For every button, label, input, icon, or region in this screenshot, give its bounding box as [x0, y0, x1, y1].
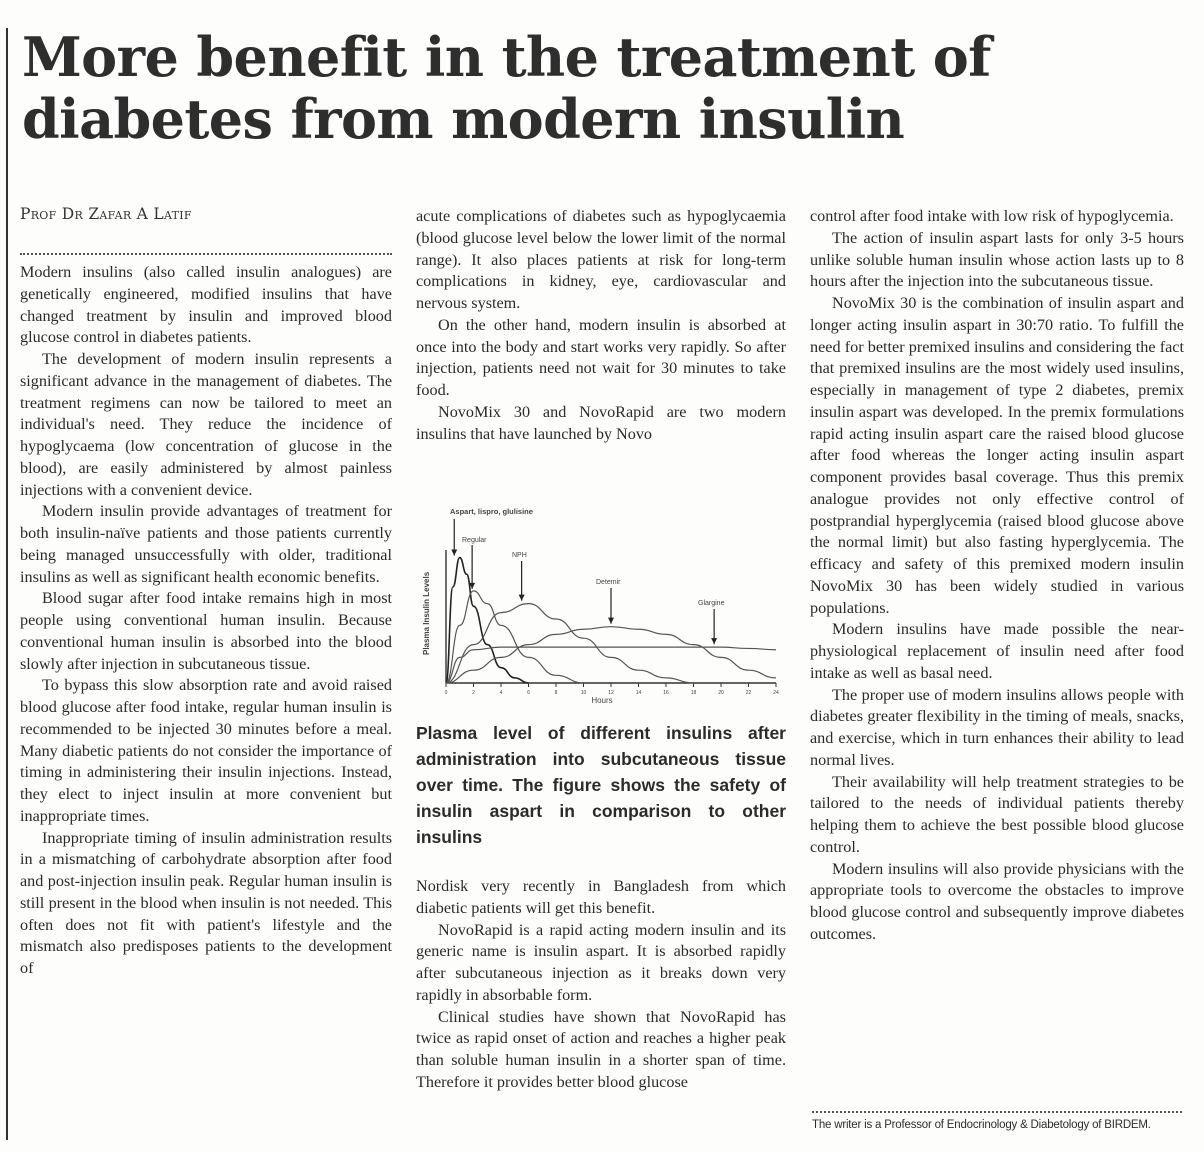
paragraph: Modern insulins have made possible the near-physiological replacement of insulin need after food intake as well as basal need. [810, 620, 1184, 682]
x-tick-label: 2 [472, 690, 475, 696]
series-line-detemir [446, 627, 776, 683]
x-tick-label: 8 [554, 690, 558, 696]
x-tick-label: 22 [745, 690, 752, 696]
arrow-glargine-head [711, 638, 717, 644]
paragraph: Nordisk very recently in Bangladesh from which diabetic patients will get this benefit. [416, 877, 786, 917]
paragraph: To bypass this slow absorption rate and avoid raised blood glucose after food intake, regular human insulin is recommended to be injected 30 minutes before a meal. Many diabetic patients do not consider the importance of timing in administering their insulin injections. Instead, they elect to inject insulin at more convenient but inappropriate times. [20, 676, 392, 825]
paragraph: The development of modern insulin represents a significant advance in the management of diabetes. The treatment regimens can now be tailored to meet an individual's need. They reduce the incidence of hypoglycaema (low concentration of glucose in the blood), are easily administered by almost painless injections with a convenient device. [20, 350, 392, 499]
chart-xlabel: Hours [591, 696, 613, 705]
paragraph: NovoMix 30 and NovoRapid are two modern insulins that have launched by Novo [416, 402, 786, 443]
paragraph: The proper use of modern insulins allows people with diabetes greater flexibility in the timing of meals, snacks, and exercise, which in turn enhances their ability to lead normal lives. [810, 685, 1184, 769]
x-tick-label: 18 [690, 690, 697, 696]
credit-divider [812, 1111, 1182, 1113]
label-glargine: Glargine [698, 600, 725, 607]
series-line-regular [446, 591, 584, 683]
x-tick-label: 10 [580, 690, 587, 696]
figure-caption: Plasma level of different insulins after administration into subcutaneous tissue over time. The figure shows the safety of insulin aspart in comparison to other insulins [416, 723, 786, 847]
column-2-bottom [416, 876, 786, 1142]
paragraph: Inappropriate timing of insulin administration results in a mismatching of carbohydrate absorption after food and post-injection insulin peak. Regular human insulin is still present in the blood when insulin is not needed. This often does not fit with patient's lifestyle and the mismatch also predisposes patients to the development of [20, 828, 392, 977]
x-tick-label: 14 [635, 690, 642, 696]
paragraph: NovoRapid is a rapid acting modern insulin and its generic name is insulin aspart. It is absorbed rapidly after subcutaneous injection as it breaks down very rapidly in absorbable form. [416, 920, 786, 1004]
paragraph: NovoMix 30 is the combination of insulin aspart and longer acting insulin aspart in 30:70 ratio. To fulfill the need for better premixed insulins and considering the fact that premixed insulins are the most widely used insulins, especially in management of type 2 diabetes, premix insulin aspart was developed. In the premix formulations rapid acting insulin aspart care the raised blood glucose after food whereas the longer acting insulin aspart component provides basal coverage. Thus this premix analogue provides not only effective control of postprandial hyperglycemia (raised blood glucose above the normal limit) but also fasting hyperglycemia. The efficacy and safety of this premixed modern insulin NovoMix 30 has been widely studied in various populations. [810, 294, 1184, 617]
x-tick-label: 12 [608, 690, 614, 696]
paragraph: The action of insulin aspart lasts for only 3-5 hours unlike soluble human insulin whose action lasts up to 8 hours after the injection into the subcutaneous tissue. [810, 228, 1184, 291]
paragraph: control after food intake with low risk of hypoglycemia. [810, 207, 1174, 225]
label-nph: NPH [512, 552, 527, 559]
series-line-glargine [446, 647, 776, 683]
paragraph: Modern insulins (also called insulin analogues) are genetically engineered, modified insulins that have changed treatment by insulin and improved blood glucose control in diabetes patients. [20, 263, 392, 347]
article-byline: Prof Dr Zafar A Latif [20, 205, 192, 223]
series-line-nph [446, 604, 694, 683]
paragraph: Blood sugar after food intake remains high in most people using conventional human insulin. Because conventional human insulin is absorbed into the blood slowly after injection in subcutaneous tissue. [20, 589, 392, 673]
x-tick-label: 6 [527, 690, 530, 696]
label-aspart: Aspart, lispro, glulisine [450, 507, 533, 516]
x-tick-label: 24 [773, 690, 779, 696]
x-tick-label: 16 [663, 690, 669, 696]
byline-divider [20, 253, 392, 255]
arrow-aspart-head [451, 550, 457, 556]
label-detemir: Detemir [596, 579, 621, 586]
paragraph: Clinical studies have shown that NovoRapid has twice as rapid onset of action and reaches a higher peak than soluble human insulin in a shorter span of time. Therefore it provides better blood glucose [416, 1007, 786, 1091]
column-2-top [416, 206, 786, 462]
paragraph: Their availability will help treatment strategies to be tailored to the needs of individual patients thereby helping them to achieve the best possible blood glucose control. [810, 772, 1184, 856]
page-left-rule [6, 28, 8, 1140]
x-tick-label: 0 [444, 690, 448, 696]
column-3 [810, 206, 1184, 1106]
chart-ylabel: Plasma Insulin Levels [422, 571, 431, 655]
insulin-plasma-level-chart [416, 495, 786, 705]
label-regular: Regular [462, 537, 487, 544]
author-credit: The writer is a Professor of Endocrinology & Diabetology of BIRDEM. [812, 1119, 1151, 1131]
article-headline: More benefit in the treatment of diabetes from modern insulin [22, 25, 991, 151]
x-tick-label: 4 [499, 690, 503, 696]
paragraph: acute complications of diabetes such as hypoglycaemia (blood glucose level below the lower limit of the normal range). It also places patients at risk for long-term complications in kidney, eye, cardiovascular and nervous system. [416, 207, 786, 312]
paragraph: Modern insulin provide advantages of treatment for both insulin-naïve patients and those patients currently being managed unsuccessfully with older, traditional insulins as well as significant health economic benefits. [20, 502, 392, 586]
x-tick-label: 20 [718, 690, 724, 696]
column-1 [20, 262, 392, 1142]
arrow-nph-head [519, 595, 525, 601]
paragraph: On the other hand, modern insulin is absorbed at once into the body and start works very rapidly. So after injection, patients need not wait for 30 minutes to take food. [416, 315, 786, 399]
paragraph: Modern insulins will also provide physicians with the appropriate tools to overcome the obstacles to improve blood glucose control and subsequently improve diabetes outcomes. [810, 859, 1184, 943]
arrow-detemir-head [608, 618, 614, 624]
